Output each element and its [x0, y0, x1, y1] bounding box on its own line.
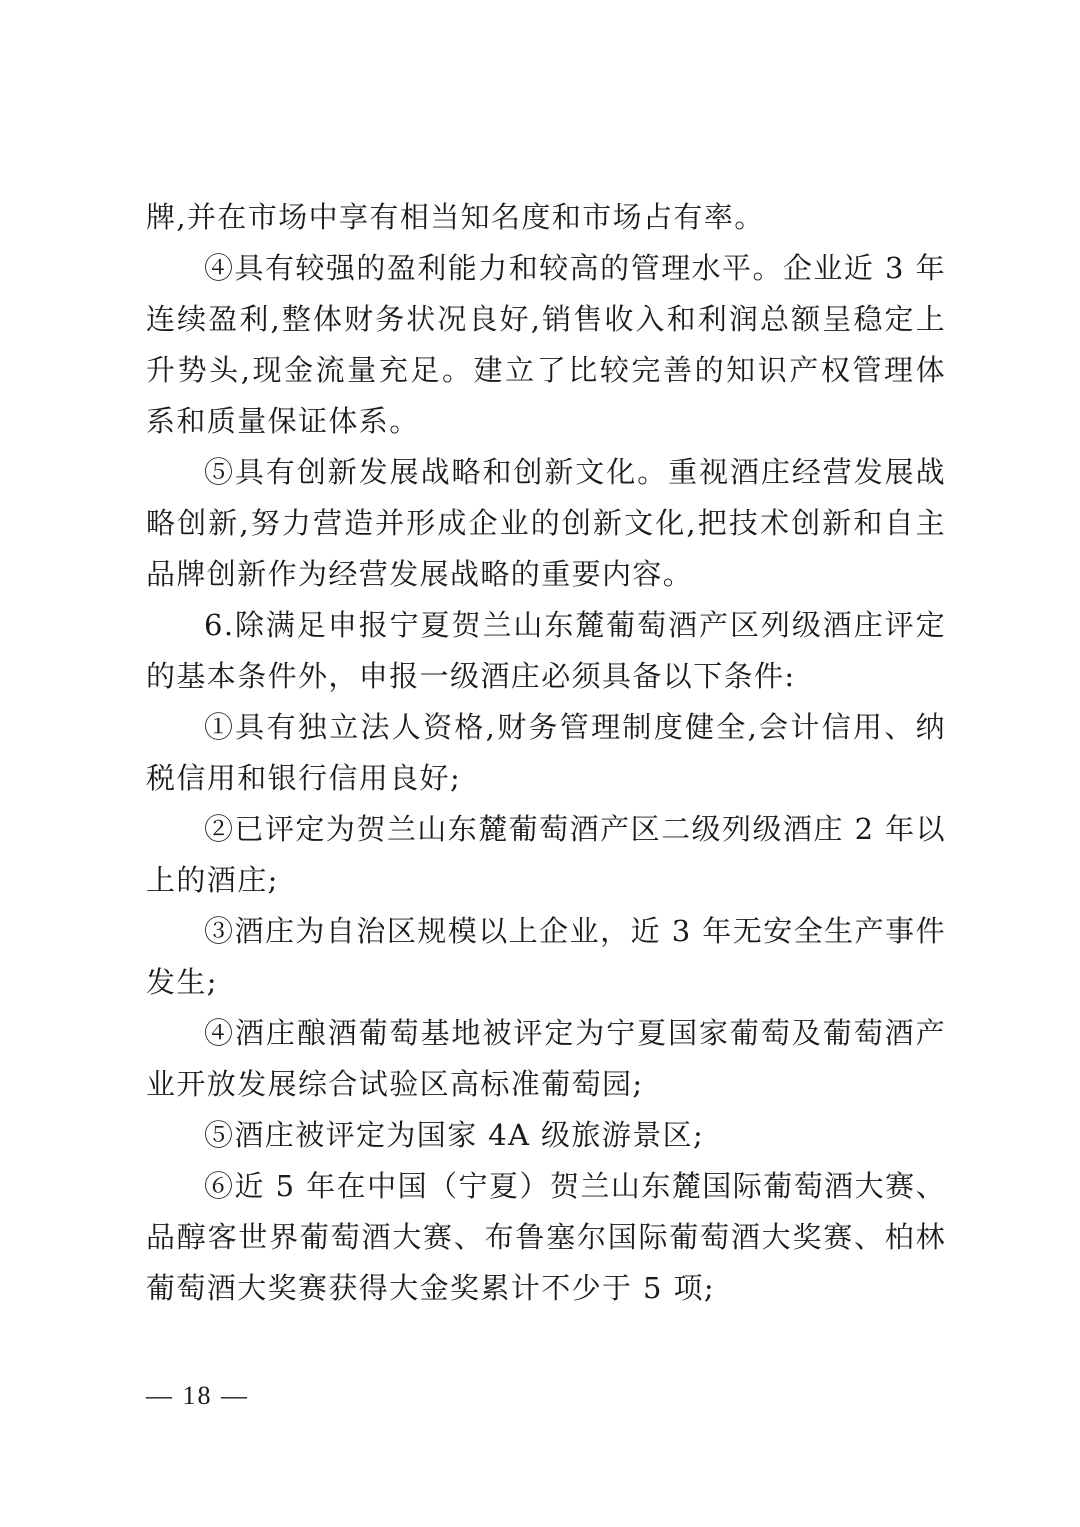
document-body: [146, 192, 946, 1314]
paragraph-section-6-intro: 6.除满足申报宁夏贺兰山东麓葡萄酒产区列级酒庄评定的基本条件外，申报一级酒庄必须具备以下条件:: [146, 608, 946, 693]
paragraph-item-5-innovation: ⑤具有创新发展战略和创新文化。重视酒庄经营发展战略创新,努力营造并形成企业的创新文化,把技术创新和自主品牌创新作为经营发展战略的重要内容。: [146, 455, 946, 591]
paragraph-condition-2: ②已评定为贺兰山东麓葡萄酒产区二级列级酒庄 2 年以上的酒庄;: [146, 812, 946, 897]
paragraph-condition-5: ⑤酒庄被评定为国家 4A 级旅游景区;: [204, 1118, 705, 1152]
page-number: — 18 —: [146, 1381, 249, 1410]
paragraph-condition-1: ①具有独立法人资格,财务管理制度健全,会计信用、纳税信用和银行信用良好;: [146, 710, 946, 795]
paragraph-condition-4: ④酒庄酿酒葡萄基地被评定为宁夏国家葡萄及葡萄酒产业开放发展综合试验区高标准葡萄园;: [146, 1016, 946, 1101]
paragraph-condition-6: ⑥近 5 年在中国（宁夏）贺兰山东麓国际葡萄酒大赛、品醇客世界葡萄酒大赛、布鲁塞尔国际葡萄酒大奖赛、柏林葡萄酒大奖赛获得大金奖累计不少于 5 项;: [146, 1169, 946, 1305]
paragraph-condition-3: ③酒庄为自治区规模以上企业，近 3 年无安全生产事件发生;: [146, 914, 946, 999]
paragraph-item-4-profitability: ④具有较强的盈利能力和较高的管理水平。企业近 3 年连续盈利,整体财务状况良好,销售收入和利润总额呈稳定上升势头,现金流量充足。建立了比较完善的知识产权管理体系和质量保证体系。: [146, 251, 946, 438]
paragraph-continuation: 牌,并在市场中享有相当知名度和市场占有率。: [146, 200, 765, 234]
